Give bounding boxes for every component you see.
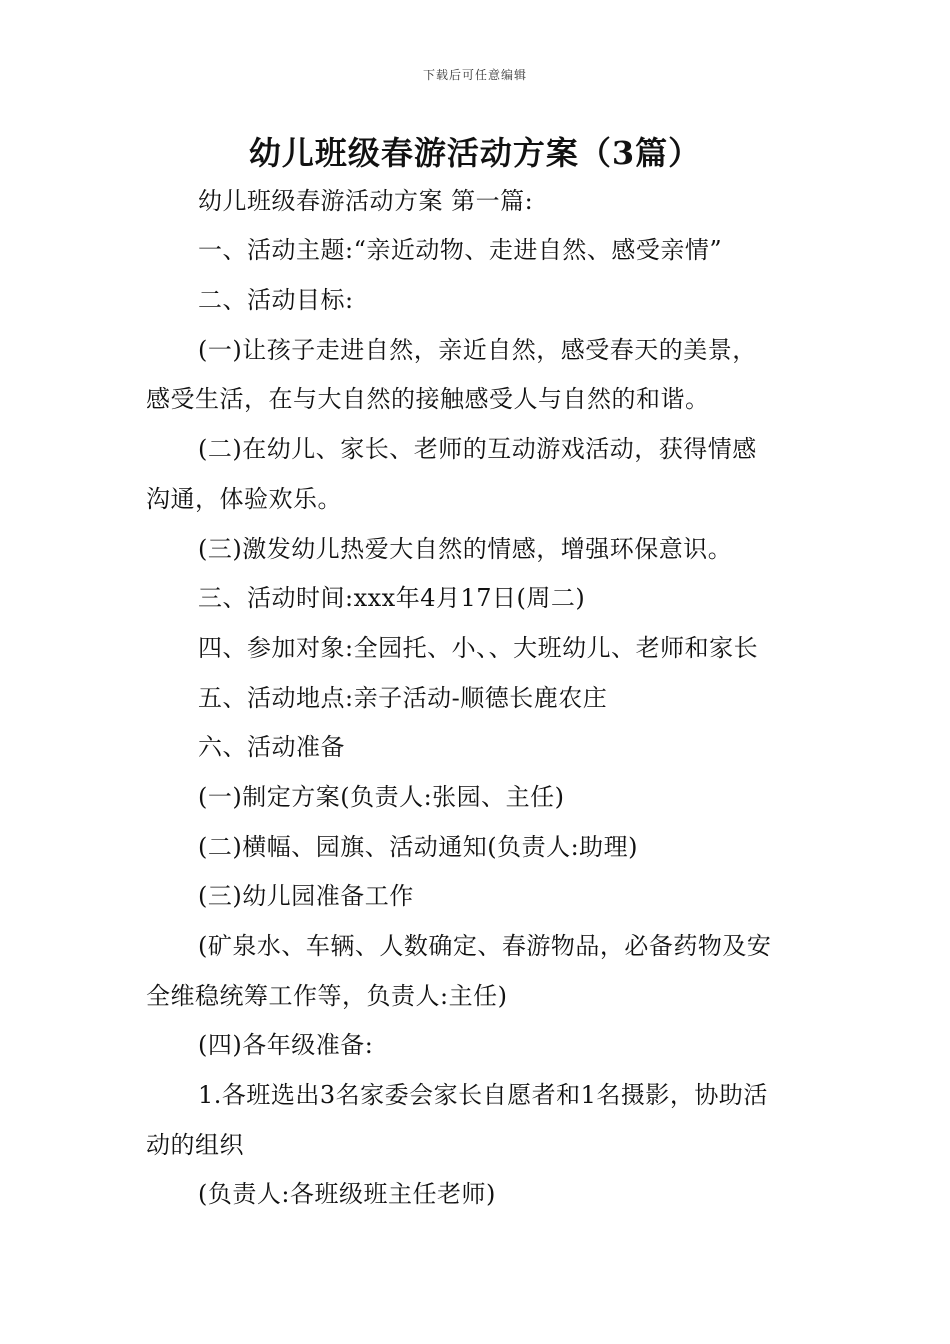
paragraph-line: 幼儿班级春游活动方案 第一篇: [198, 187, 534, 215]
paragraph-line: (矿泉水、车辆、人数确定、春游物品，必备药物及安 [198, 932, 772, 960]
paragraph-line: 一、活动主题:“亲近动物、走进自然、感受亲情” [198, 236, 723, 264]
paragraph-line: 四、参加对象:全园托、小、、大班幼儿、老师和家长 [198, 634, 759, 662]
paragraph-line: (一)制定方案(负责人:张园、主任) [198, 783, 565, 811]
document-title: 幼儿班级春游活动方案（3篇） [248, 134, 702, 172]
paragraph-line: 沟通，体验欢乐。 [146, 485, 342, 513]
paragraph-line: 动的组织 [146, 1131, 244, 1159]
paragraph-line: 五、活动地点:亲子活动-顺德长鹿农庄 [198, 684, 608, 712]
paragraph-line: 二、活动目标: [198, 286, 354, 314]
paragraph-line: 三、活动时间:xxx年4月17日(周二) [198, 584, 586, 612]
paragraph-line: (二)横幅、园旗、活动通知(负责人:助理) [198, 833, 639, 861]
paragraph-line: (一)让孩子走进自然，亲近自然，感受春天的美景， [198, 336, 757, 364]
paragraph-line: 感受生活，在与大自然的接触感受人与自然的和谐。 [146, 385, 710, 413]
paragraph-line: 全维稳统筹工作等，负责人:主任) [146, 982, 508, 1010]
paragraph-line: 1.各班选出3名家委会家长自愿者和1名摄影，协助活 [198, 1081, 768, 1109]
header-note: 下载后可任意编辑 [422, 68, 527, 82]
paragraph-line: (二)在幼儿、家长、老师的互动游戏活动，获得情感 [198, 435, 757, 463]
paragraph-line: (三)幼儿园准备工作 [198, 882, 414, 910]
paragraph-line: (四)各年级准备: [198, 1031, 374, 1059]
paragraph-line: (负责人:各班级班主任老师) [198, 1180, 496, 1208]
paragraph-line: 六、活动准备 [198, 733, 345, 761]
paragraph-line: (三)激发幼儿热爱大自然的情感，增强环保意识。 [198, 535, 733, 563]
